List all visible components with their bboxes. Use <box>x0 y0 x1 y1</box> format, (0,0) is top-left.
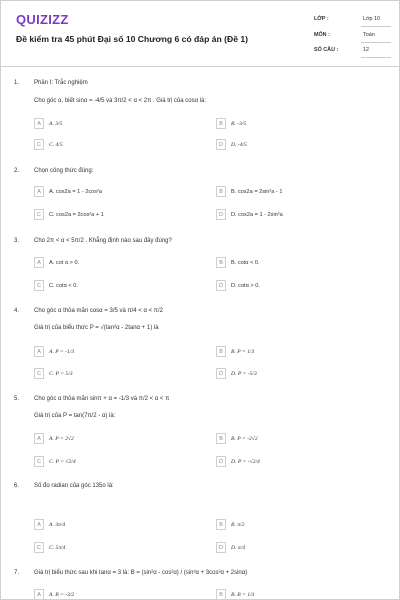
option-text: B. P = 1/3 <box>231 349 255 355</box>
option-text: D. -4/5 <box>231 142 247 148</box>
option-text: B. cotα < 0. <box>231 260 260 266</box>
option-b[interactable] <box>216 589 366 600</box>
option-letter-box: B <box>216 589 226 600</box>
option-letter-box: D <box>216 209 226 220</box>
option-text: A. 3π/4 <box>49 522 66 528</box>
question-subtext: Giá trị của biểu thức P = √(tan²α - 2tanα + 1) là <box>34 325 159 331</box>
option-text: A. P = 2√2 <box>49 436 74 442</box>
option-text: B. -3/5 <box>231 121 247 127</box>
option-letter-box: A <box>34 346 44 357</box>
subject-underline <box>361 42 391 43</box>
option-letter-box: D <box>216 368 226 379</box>
question-number: 3. <box>14 238 20 244</box>
option-text: A. 3/5 <box>49 121 63 127</box>
option-letter-box: C <box>34 209 44 220</box>
option-letter-box: A <box>34 589 44 600</box>
question-text: Cho góc α, biết sinα = -4/5 và 3π/2 < α < 2π . Giá trị của cosα là: <box>34 98 207 104</box>
quizizz-logo <box>16 12 69 27</box>
option-d[interactable] <box>216 209 366 221</box>
option-text: C. P = √2/4 <box>49 459 76 465</box>
option-letter-box: B <box>216 433 226 444</box>
question-number: 6. <box>14 483 20 489</box>
section-heading: Phần I: Trắc nghiệm <box>34 80 88 86</box>
option-text: A. P = -1/3 <box>49 349 75 355</box>
question-number: 7. <box>14 570 20 576</box>
option-letter-box: B <box>216 519 226 530</box>
option-text: C. 5π/4 <box>49 545 66 551</box>
option-letter-box: C <box>34 542 44 553</box>
option-letter-box: C <box>34 139 44 150</box>
option-text: B. P = -2√2 <box>231 436 258 442</box>
option-letter-box: D <box>216 139 226 150</box>
question-number: 5. <box>14 396 20 402</box>
option-b[interactable] <box>216 257 366 269</box>
class-underline <box>361 26 391 27</box>
option-a[interactable] <box>34 346 184 358</box>
option-c[interactable] <box>34 542 184 554</box>
option-letter-box: C <box>34 368 44 379</box>
option-a[interactable] <box>34 589 184 600</box>
option-a[interactable] <box>34 186 184 198</box>
option-text: C. P = 5/3 <box>49 371 73 377</box>
option-letter-box: B <box>216 257 226 268</box>
option-c[interactable] <box>34 368 184 380</box>
option-c[interactable] <box>34 456 184 468</box>
option-d[interactable] <box>216 368 366 380</box>
option-c[interactable] <box>34 139 184 151</box>
option-text: C. 4/5 <box>49 142 63 148</box>
option-letter-box: A <box>34 257 44 268</box>
option-d[interactable] <box>216 542 366 554</box>
question-number: 2. <box>14 168 20 174</box>
option-b[interactable] <box>216 346 366 358</box>
class-value: Lớp 10 <box>363 16 381 22</box>
option-letter-box: A <box>34 433 44 444</box>
header-divider <box>1 66 400 67</box>
option-letter-box: C <box>34 280 44 291</box>
option-letter-box: A <box>34 118 44 129</box>
option-a[interactable] <box>34 433 184 445</box>
option-d[interactable] <box>216 280 366 292</box>
question-count-label: SỐ CÂU : <box>314 47 339 53</box>
question-text: Giá trị biểu thức sau khi tanα = 3 là: B = (sin²α - cos²α) / (sin³α + 3cos³α + 2sinα) <box>34 570 248 576</box>
option-text: C. cotα < 0. <box>49 283 78 289</box>
question-count-value: 12 <box>363 47 369 53</box>
option-d[interactable] <box>216 139 366 151</box>
subject-value: Toán <box>363 32 375 38</box>
option-text: B. π/2 <box>231 522 245 528</box>
option-letter-box: B <box>216 118 226 129</box>
question-text: Cho 2π < α < 5π/2 . Khẳng định nào sau đây đúng? <box>34 238 172 244</box>
option-a[interactable] <box>34 118 184 130</box>
page-title: Đề kiểm tra 45 phút Đại số 10 Chương 6 có đáp án (Đề 1) <box>16 34 249 44</box>
option-a[interactable] <box>34 519 184 531</box>
option-b[interactable] <box>216 118 366 130</box>
option-letter-box: D <box>216 456 226 467</box>
question-text: Cho góc α thỏa mãn cosα = 3/5 và π/4 < α < π/2 <box>34 308 163 314</box>
option-text: B. cos2a = 2sin²a - 1 <box>231 189 283 195</box>
question-text: Cho góc α thỏa mãn sinπ + α = -1/3 và π/2 < α < π <box>34 396 170 402</box>
option-letter-box: B <box>216 186 226 197</box>
option-b[interactable] <box>216 433 366 445</box>
option-text: A. B = -3/2 <box>49 592 75 598</box>
option-text: D. P = -√2/4 <box>231 459 260 465</box>
option-text: A. cot α > 0. <box>49 260 80 266</box>
class-label: LỚP : <box>314 16 329 22</box>
option-a[interactable] <box>34 257 184 269</box>
option-d[interactable] <box>216 456 366 468</box>
option-text: B. B = 1/3 <box>231 592 255 598</box>
option-letter-box: C <box>34 456 44 467</box>
question-text: Số đo radian của góc 135o là: <box>34 483 114 489</box>
option-letter-box: D <box>216 542 226 553</box>
count-underline <box>361 57 391 58</box>
subject-label: MÔN : <box>314 32 330 38</box>
option-text: C. cos2a = 2cos²a + 1 <box>49 212 104 218</box>
option-b[interactable] <box>216 186 366 198</box>
question-number: 1. <box>14 80 20 86</box>
question-text: Chọn công thức đúng: <box>34 168 94 174</box>
option-c[interactable] <box>34 209 184 221</box>
option-b[interactable] <box>216 519 366 531</box>
logo-text: QUIZIZZ <box>16 12 69 27</box>
question-number: 4. <box>14 308 20 314</box>
option-letter-box: D <box>216 280 226 291</box>
option-c[interactable] <box>34 280 184 292</box>
option-text: D. cotα > 0. <box>231 283 260 289</box>
question-subtext: Giá trị của P = tan(7π/2 - α) là: <box>34 413 116 419</box>
option-letter-box: A <box>34 519 44 530</box>
option-text: D. cos2a = 1 - 2sin²a <box>231 212 283 218</box>
option-letter-box: A <box>34 186 44 197</box>
option-text: A. cos2a = 1 - 2cos²a <box>49 189 103 195</box>
option-text: D. π/4 <box>231 545 245 551</box>
option-letter-box: B <box>216 346 226 357</box>
option-text: D. P = -5/3 <box>231 371 257 377</box>
